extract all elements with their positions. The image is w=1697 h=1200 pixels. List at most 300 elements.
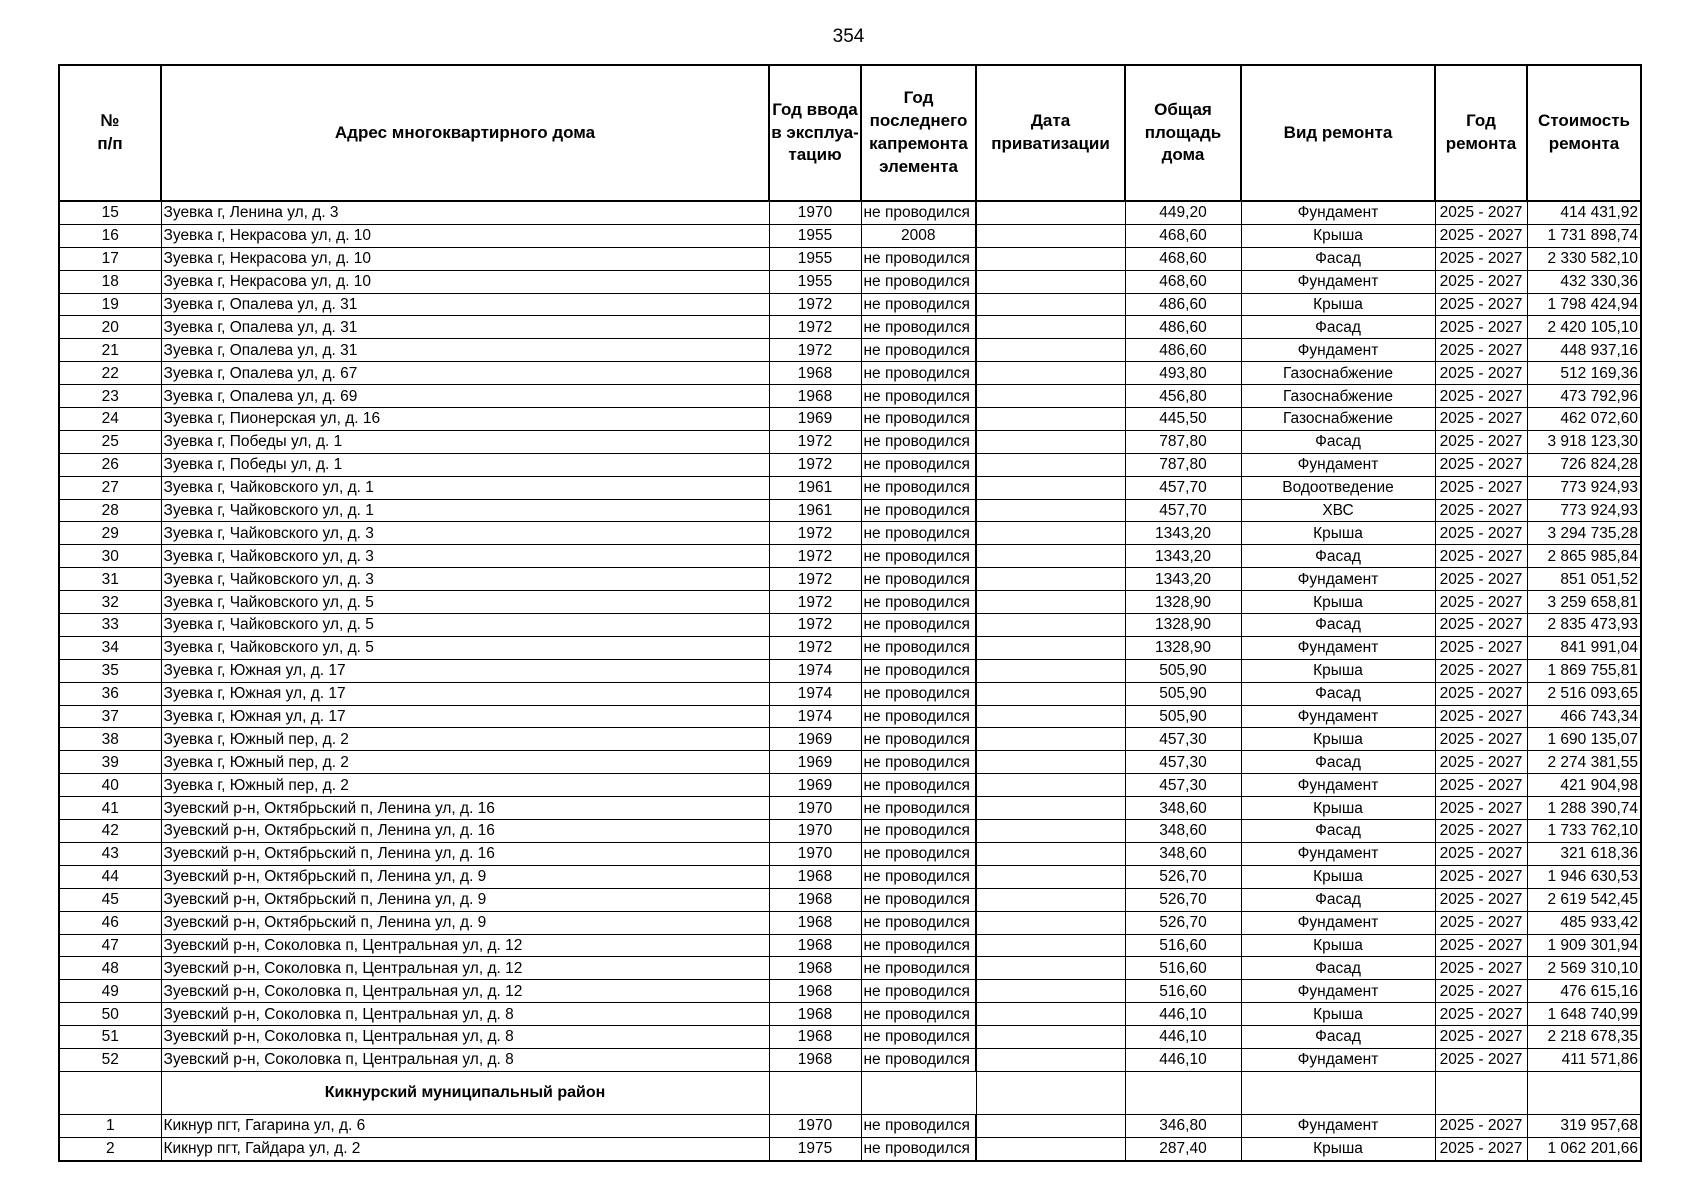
cell-num: 23: [59, 385, 161, 408]
table-row: [59, 728, 1641, 751]
cell-repair-cost: 773 924,93: [1527, 476, 1641, 499]
cell-repair-year: 2025 - 2027: [1435, 270, 1527, 293]
table-row: [59, 797, 1641, 820]
cell-year-last-repair: не проводился: [861, 270, 976, 293]
cell-privatization-date: [976, 385, 1125, 408]
cell-year-commissioned: 1972: [769, 545, 861, 568]
cell-privatization-date: [976, 636, 1125, 659]
cell-repair-type: Крыша: [1241, 224, 1435, 247]
cell-year-last-repair: не проводился: [861, 522, 976, 545]
cell-address: Зуевка г, Чайковского ул, д. 3: [161, 545, 769, 568]
cell-repair-cost: 2 619 542,45: [1527, 888, 1641, 911]
cell-total-area: 526,70: [1125, 888, 1241, 911]
cell-repair-year: 2025 - 2027: [1435, 201, 1527, 224]
cell-privatization-date: [976, 1048, 1125, 1071]
cell-address: Зуевка г, Чайковского ул, д. 3: [161, 522, 769, 545]
cell-privatization-date: [976, 957, 1125, 980]
cell-repair-cost: 448 937,16: [1527, 339, 1641, 362]
cell-year-commissioned: 1972: [769, 614, 861, 637]
cell-privatization-date: [976, 659, 1125, 682]
cell-year-last-repair: не проводился: [861, 476, 976, 499]
table-row: [59, 614, 1641, 637]
cell-year-last-repair: не проводился: [861, 888, 976, 911]
cell-repair-year: 2025 - 2027: [1435, 568, 1527, 591]
cell-repair-cost: 3 259 658,81: [1527, 591, 1641, 614]
table-row: [59, 1026, 1641, 1049]
cell-num: 49: [59, 980, 161, 1003]
cell-year-last-repair: не проводился: [861, 957, 976, 980]
cell-address: Зуевка г, Некрасова ул, д. 10: [161, 247, 769, 270]
header-repair-type: Вид ремонта: [1241, 65, 1435, 201]
cell-year-last-repair: не проводился: [861, 797, 976, 820]
cell-address: Зуевка г, Пионерская ул, д. 16: [161, 408, 769, 431]
cell-repair-year: 2025 - 2027: [1435, 911, 1527, 934]
cell-num: 43: [59, 842, 161, 865]
table-row: [59, 591, 1641, 614]
cell-privatization-date: [976, 820, 1125, 843]
cell-address: Зуевка г, Некрасова ул, д. 10: [161, 270, 769, 293]
cell-total-area: 505,90: [1125, 705, 1241, 728]
cell-repair-year: 2025 - 2027: [1435, 888, 1527, 911]
cell-total-area: 457,70: [1125, 499, 1241, 522]
cell-repair-type: Фундамент: [1241, 774, 1435, 797]
cell-total-area: 486,60: [1125, 339, 1241, 362]
cell-num: 47: [59, 934, 161, 957]
cell-num: 50: [59, 1003, 161, 1026]
table-row: [59, 201, 1641, 224]
cell-privatization-date: [976, 934, 1125, 957]
section-empty-cell: [1241, 1071, 1435, 1114]
cell-repair-cost: 432 330,36: [1527, 270, 1641, 293]
cell-address: Зуевский р-н, Октябрьский п, Ленина ул, д. 16: [161, 820, 769, 843]
cell-year-commissioned: 1972: [769, 522, 861, 545]
cell-repair-type: Крыша: [1241, 293, 1435, 316]
table-row: [59, 888, 1641, 911]
cell-year-commissioned: 1972: [769, 339, 861, 362]
cell-address: Зуевский р-н, Соколовка п, Центральная ул, д. 12: [161, 934, 769, 957]
cell-year-last-repair: не проводился: [861, 591, 976, 614]
cell-address: Зуевский р-н, Октябрьский п, Ленина ул, д. 9: [161, 911, 769, 934]
cell-repair-year: 2025 - 2027: [1435, 339, 1527, 362]
cell-repair-cost: 476 615,16: [1527, 980, 1641, 1003]
cell-privatization-date: [976, 224, 1125, 247]
cell-total-area: 505,90: [1125, 659, 1241, 682]
cell-address: Зуевский р-н, Соколовка п, Центральная ул, д. 8: [161, 1026, 769, 1049]
cell-address: Зуевка г, Опалева ул, д. 67: [161, 362, 769, 385]
cell-repair-cost: 2 274 381,55: [1527, 751, 1641, 774]
cell-address: Зуевка г, Чайковского ул, д. 5: [161, 614, 769, 637]
cell-repair-year: 2025 - 2027: [1435, 1048, 1527, 1071]
cell-year-last-repair: не проводился: [861, 865, 976, 888]
cell-year-commissioned: 1969: [769, 774, 861, 797]
cell-address: Кикнур пгт, Гагарина ул, д. 6: [161, 1114, 769, 1137]
cell-total-area: 1328,90: [1125, 614, 1241, 637]
table-header: [59, 65, 1641, 201]
cell-repair-cost: 1 733 762,10: [1527, 820, 1641, 843]
cell-repair-year: 2025 - 2027: [1435, 1137, 1527, 1160]
cell-num: 1: [59, 1114, 161, 1137]
cell-repair-type: Фундамент: [1241, 270, 1435, 293]
cell-privatization-date: [976, 476, 1125, 499]
cell-repair-year: 2025 - 2027: [1435, 545, 1527, 568]
cell-repair-year: 2025 - 2027: [1435, 751, 1527, 774]
cell-repair-cost: 1 288 390,74: [1527, 797, 1641, 820]
table-row: [59, 499, 1641, 522]
cell-year-last-repair: не проводился: [861, 201, 976, 224]
cell-num: 15: [59, 201, 161, 224]
cell-year-commissioned: 1972: [769, 293, 861, 316]
cell-privatization-date: [976, 888, 1125, 911]
cell-privatization-date: [976, 842, 1125, 865]
cell-num: 32: [59, 591, 161, 614]
header-address: Адрес многоквартирного дома: [161, 65, 769, 201]
cell-address: Зуевский р-н, Октябрьский п, Ленина ул, д. 16: [161, 797, 769, 820]
cell-total-area: 1343,20: [1125, 545, 1241, 568]
cell-repair-year: 2025 - 2027: [1435, 316, 1527, 339]
cell-address: Кикнур пгт, Гайдара ул, д. 2: [161, 1137, 769, 1160]
cell-address: Зуевский р-н, Октябрьский п, Ленина ул, д. 9: [161, 888, 769, 911]
cell-year-commissioned: 1969: [769, 408, 861, 431]
cell-num: 21: [59, 339, 161, 362]
cell-repair-cost: 2 569 310,10: [1527, 957, 1641, 980]
cell-repair-type: Крыша: [1241, 659, 1435, 682]
cell-repair-type: Крыша: [1241, 934, 1435, 957]
cell-year-commissioned: 1968: [769, 1003, 861, 1026]
cell-repair-cost: 1 909 301,94: [1527, 934, 1641, 957]
cell-year-last-repair: 2008: [861, 224, 976, 247]
table-row: [59, 453, 1641, 476]
cell-year-last-repair: не проводился: [861, 1114, 976, 1137]
cell-repair-year: 2025 - 2027: [1435, 1026, 1527, 1049]
cell-num: 45: [59, 888, 161, 911]
table-row: [59, 545, 1641, 568]
table-body: [59, 201, 1641, 1161]
cell-address: Зуевка г, Некрасова ул, д. 10: [161, 224, 769, 247]
cell-address: Зуевка г, Южный пер, д. 2: [161, 774, 769, 797]
cell-repair-cost: 466 743,34: [1527, 705, 1641, 728]
cell-privatization-date: [976, 1026, 1125, 1049]
cell-repair-type: Фасад: [1241, 430, 1435, 453]
table-row: [59, 476, 1641, 499]
header-total-area: Общая площадь дома: [1125, 65, 1241, 201]
table-row: [59, 1003, 1641, 1026]
cell-repair-year: 2025 - 2027: [1435, 1114, 1527, 1137]
cell-year-commissioned: 1955: [769, 270, 861, 293]
cell-address: Зуевка г, Опалева ул, д. 31: [161, 339, 769, 362]
cell-privatization-date: [976, 453, 1125, 476]
table-row: [59, 385, 1641, 408]
cell-repair-cost: 411 571,86: [1527, 1048, 1641, 1071]
cell-num: 17: [59, 247, 161, 270]
cell-repair-year: 2025 - 2027: [1435, 247, 1527, 270]
cell-year-last-repair: не проводился: [861, 1137, 976, 1160]
cell-year-commissioned: 1972: [769, 453, 861, 476]
cell-repair-year: 2025 - 2027: [1435, 408, 1527, 431]
cell-total-area: 526,70: [1125, 865, 1241, 888]
cell-address: Зуевка г, Южная ул, д. 17: [161, 659, 769, 682]
cell-num: 36: [59, 682, 161, 705]
cell-repair-year: 2025 - 2027: [1435, 430, 1527, 453]
cell-repair-cost: 3 918 123,30: [1527, 430, 1641, 453]
table-row: [59, 911, 1641, 934]
cell-total-area: 1328,90: [1125, 636, 1241, 659]
cell-address: Зуевка г, Опалева ул, д. 31: [161, 293, 769, 316]
cell-total-area: 457,70: [1125, 476, 1241, 499]
cell-num: 44: [59, 865, 161, 888]
cell-repair-cost: 773 924,93: [1527, 499, 1641, 522]
cell-repair-year: 2025 - 2027: [1435, 980, 1527, 1003]
cell-privatization-date: [976, 911, 1125, 934]
cell-repair-type: Фасад: [1241, 247, 1435, 270]
cell-address: Зуевский р-н, Соколовка п, Центральная ул, д. 8: [161, 1048, 769, 1071]
section-empty-cell: [976, 1071, 1125, 1114]
cell-repair-type: ХВС: [1241, 499, 1435, 522]
cell-year-last-repair: не проводился: [861, 453, 976, 476]
cell-num: 37: [59, 705, 161, 728]
section-empty-cell: [59, 1071, 161, 1114]
cell-year-commissioned: 1972: [769, 430, 861, 453]
cell-repair-type: Газоснабжение: [1241, 385, 1435, 408]
cell-privatization-date: [976, 728, 1125, 751]
cell-privatization-date: [976, 591, 1125, 614]
cell-year-commissioned: 1968: [769, 1048, 861, 1071]
cell-privatization-date: [976, 1114, 1125, 1137]
section-empty-cell: [1125, 1071, 1241, 1114]
cell-total-area: 445,50: [1125, 408, 1241, 431]
cell-address: Зуевский р-н, Октябрьский п, Ленина ул, д. 9: [161, 865, 769, 888]
cell-privatization-date: [976, 408, 1125, 431]
cell-repair-year: 2025 - 2027: [1435, 797, 1527, 820]
cell-repair-cost: 2 865 985,84: [1527, 545, 1641, 568]
cell-year-last-repair: не проводился: [861, 842, 976, 865]
table-row: [59, 224, 1641, 247]
cell-year-commissioned: 1975: [769, 1137, 861, 1160]
section-empty-cell: [769, 1071, 861, 1114]
cell-year-last-repair: не проводился: [861, 247, 976, 270]
cell-total-area: 526,70: [1125, 911, 1241, 934]
cell-repair-cost: 421 904,98: [1527, 774, 1641, 797]
cell-repair-year: 2025 - 2027: [1435, 636, 1527, 659]
cell-year-last-repair: не проводился: [861, 316, 976, 339]
cell-year-commissioned: 1961: [769, 499, 861, 522]
cell-total-area: 348,60: [1125, 797, 1241, 820]
cell-repair-cost: 3 294 735,28: [1527, 522, 1641, 545]
cell-year-commissioned: 1969: [769, 728, 861, 751]
cell-repair-cost: 2 330 582,10: [1527, 247, 1641, 270]
cell-repair-type: Фундамент: [1241, 1114, 1435, 1137]
cell-privatization-date: [976, 247, 1125, 270]
cell-year-commissioned: 1968: [769, 934, 861, 957]
cell-year-commissioned: 1970: [769, 842, 861, 865]
cell-total-area: 457,30: [1125, 728, 1241, 751]
cell-year-last-repair: не проводился: [861, 1026, 976, 1049]
cell-repair-cost: 1 946 630,53: [1527, 865, 1641, 888]
cell-total-area: 457,30: [1125, 774, 1241, 797]
cell-repair-type: Фундамент: [1241, 911, 1435, 934]
cell-repair-cost: 841 991,04: [1527, 636, 1641, 659]
cell-repair-type: Крыша: [1241, 728, 1435, 751]
cell-address: Зуевка г, Южный пер, д. 2: [161, 751, 769, 774]
cell-repair-type: Крыша: [1241, 1137, 1435, 1160]
cell-year-commissioned: 1955: [769, 247, 861, 270]
cell-address: Зуевский р-н, Соколовка п, Центральная ул, д. 12: [161, 980, 769, 1003]
cell-repair-type: Фундамент: [1241, 201, 1435, 224]
table-row: [59, 1114, 1641, 1137]
cell-privatization-date: [976, 751, 1125, 774]
cell-year-commissioned: 1968: [769, 362, 861, 385]
cell-repair-type: Фундамент: [1241, 636, 1435, 659]
cell-year-last-repair: не проводился: [861, 339, 976, 362]
cell-repair-cost: 473 792,96: [1527, 385, 1641, 408]
cell-address: Зуевка г, Чайковского ул, д. 1: [161, 476, 769, 499]
cell-repair-type: Газоснабжение: [1241, 408, 1435, 431]
cell-num: 31: [59, 568, 161, 591]
cell-repair-cost: 512 169,36: [1527, 362, 1641, 385]
cell-year-last-repair: не проводился: [861, 430, 976, 453]
cell-repair-type: Фасад: [1241, 888, 1435, 911]
cell-repair-year: 2025 - 2027: [1435, 476, 1527, 499]
cell-year-commissioned: 1968: [769, 1026, 861, 1049]
cell-repair-year: 2025 - 2027: [1435, 842, 1527, 865]
table-row: [59, 1137, 1641, 1160]
cell-year-commissioned: 1972: [769, 591, 861, 614]
cell-repair-cost: 414 431,92: [1527, 201, 1641, 224]
cell-repair-cost: 462 072,60: [1527, 408, 1641, 431]
cell-total-area: 446,10: [1125, 1003, 1241, 1026]
cell-address: Зуевка г, Победы ул, д. 1: [161, 430, 769, 453]
cell-total-area: 516,60: [1125, 980, 1241, 1003]
cell-repair-cost: 319 957,68: [1527, 1114, 1641, 1137]
cell-num: 27: [59, 476, 161, 499]
cell-repair-year: 2025 - 2027: [1435, 362, 1527, 385]
cell-privatization-date: [976, 201, 1125, 224]
cell-year-last-repair: не проводился: [861, 934, 976, 957]
cell-repair-type: Крыша: [1241, 1003, 1435, 1026]
header-year-last-repair: Год последнего капремонта элемента: [861, 65, 976, 201]
cell-num: 30: [59, 545, 161, 568]
header-num: № п/п: [59, 65, 161, 201]
cell-repair-year: 2025 - 2027: [1435, 499, 1527, 522]
cell-num: 29: [59, 522, 161, 545]
cell-repair-cost: 1 869 755,81: [1527, 659, 1641, 682]
cell-repair-year: 2025 - 2027: [1435, 728, 1527, 751]
cell-num: 46: [59, 911, 161, 934]
cell-num: 41: [59, 797, 161, 820]
cell-repair-year: 2025 - 2027: [1435, 293, 1527, 316]
table-row: [59, 293, 1641, 316]
cell-repair-cost: 1 062 201,66: [1527, 1137, 1641, 1160]
cell-repair-type: Водоотведение: [1241, 476, 1435, 499]
cell-total-area: 346,80: [1125, 1114, 1241, 1137]
section-row: [59, 1071, 1641, 1114]
table-row: [59, 522, 1641, 545]
table-row: [59, 934, 1641, 957]
cell-repair-cost: 1 798 424,94: [1527, 293, 1641, 316]
cell-repair-type: Фасад: [1241, 545, 1435, 568]
cell-repair-type: Фасад: [1241, 614, 1435, 637]
header-privatization-date: Дата приватизации: [976, 65, 1125, 201]
cell-year-commissioned: 1974: [769, 659, 861, 682]
section-empty-cell: [1435, 1071, 1527, 1114]
cell-privatization-date: [976, 316, 1125, 339]
table-row: [59, 568, 1641, 591]
cell-year-last-repair: не проводился: [861, 636, 976, 659]
cell-num: 16: [59, 224, 161, 247]
cell-repair-type: Фундамент: [1241, 339, 1435, 362]
cell-year-last-repair: не проводился: [861, 980, 976, 1003]
cell-repair-type: Фундамент: [1241, 842, 1435, 865]
cell-repair-type: Фундамент: [1241, 1048, 1435, 1071]
cell-repair-year: 2025 - 2027: [1435, 774, 1527, 797]
cell-total-area: 1343,20: [1125, 522, 1241, 545]
cell-year-last-repair: не проводился: [861, 385, 976, 408]
cell-year-last-repair: не проводился: [861, 545, 976, 568]
cell-year-last-repair: не проводился: [861, 774, 976, 797]
cell-total-area: 287,40: [1125, 1137, 1241, 1160]
cell-total-area: 493,80: [1125, 362, 1241, 385]
cell-privatization-date: [976, 865, 1125, 888]
cell-address: Зуевка г, Ленина ул, д. 3: [161, 201, 769, 224]
cell-num: 20: [59, 316, 161, 339]
cell-num: 42: [59, 820, 161, 843]
cell-privatization-date: [976, 614, 1125, 637]
section-empty-cell: [861, 1071, 976, 1114]
cell-total-area: 468,60: [1125, 247, 1241, 270]
cell-year-commissioned: 1955: [769, 224, 861, 247]
cell-privatization-date: [976, 705, 1125, 728]
cell-repair-year: 2025 - 2027: [1435, 453, 1527, 476]
cell-num: 34: [59, 636, 161, 659]
cell-privatization-date: [976, 430, 1125, 453]
table-row: [59, 957, 1641, 980]
cell-year-last-repair: не проводился: [861, 705, 976, 728]
cell-privatization-date: [976, 362, 1125, 385]
cell-repair-cost: 321 618,36: [1527, 842, 1641, 865]
cell-total-area: 456,80: [1125, 385, 1241, 408]
cell-repair-year: 2025 - 2027: [1435, 820, 1527, 843]
cell-total-area: 446,10: [1125, 1026, 1241, 1049]
cell-year-last-repair: не проводился: [861, 728, 976, 751]
cell-repair-year: 2025 - 2027: [1435, 591, 1527, 614]
cell-privatization-date: [976, 682, 1125, 705]
cell-num: 22: [59, 362, 161, 385]
cell-repair-type: Фасад: [1241, 957, 1435, 980]
cell-year-last-repair: не проводился: [861, 1003, 976, 1026]
cell-year-last-repair: не проводился: [861, 1048, 976, 1071]
cell-repair-cost: 851 051,52: [1527, 568, 1641, 591]
section-empty-cell: [1527, 1071, 1641, 1114]
cell-address: Зуевка г, Чайковского ул, д. 5: [161, 591, 769, 614]
cell-repair-cost: 726 824,28: [1527, 453, 1641, 476]
cell-repair-cost: 2 516 093,65: [1527, 682, 1641, 705]
table-row: [59, 842, 1641, 865]
cell-num: 52: [59, 1048, 161, 1071]
cell-year-commissioned: 1968: [769, 865, 861, 888]
cell-repair-type: Фасад: [1241, 751, 1435, 774]
table-row: [59, 1048, 1641, 1071]
cell-year-last-repair: не проводился: [861, 751, 976, 774]
cell-privatization-date: [976, 499, 1125, 522]
cell-address: Зуевка г, Южная ул, д. 17: [161, 705, 769, 728]
table-row: [59, 247, 1641, 270]
cell-repair-year: 2025 - 2027: [1435, 522, 1527, 545]
cell-num: 48: [59, 957, 161, 980]
cell-repair-year: 2025 - 2027: [1435, 957, 1527, 980]
table-row: [59, 980, 1641, 1003]
cell-year-last-repair: не проводился: [861, 499, 976, 522]
cell-repair-type: Фасад: [1241, 1026, 1435, 1049]
cell-num: 19: [59, 293, 161, 316]
